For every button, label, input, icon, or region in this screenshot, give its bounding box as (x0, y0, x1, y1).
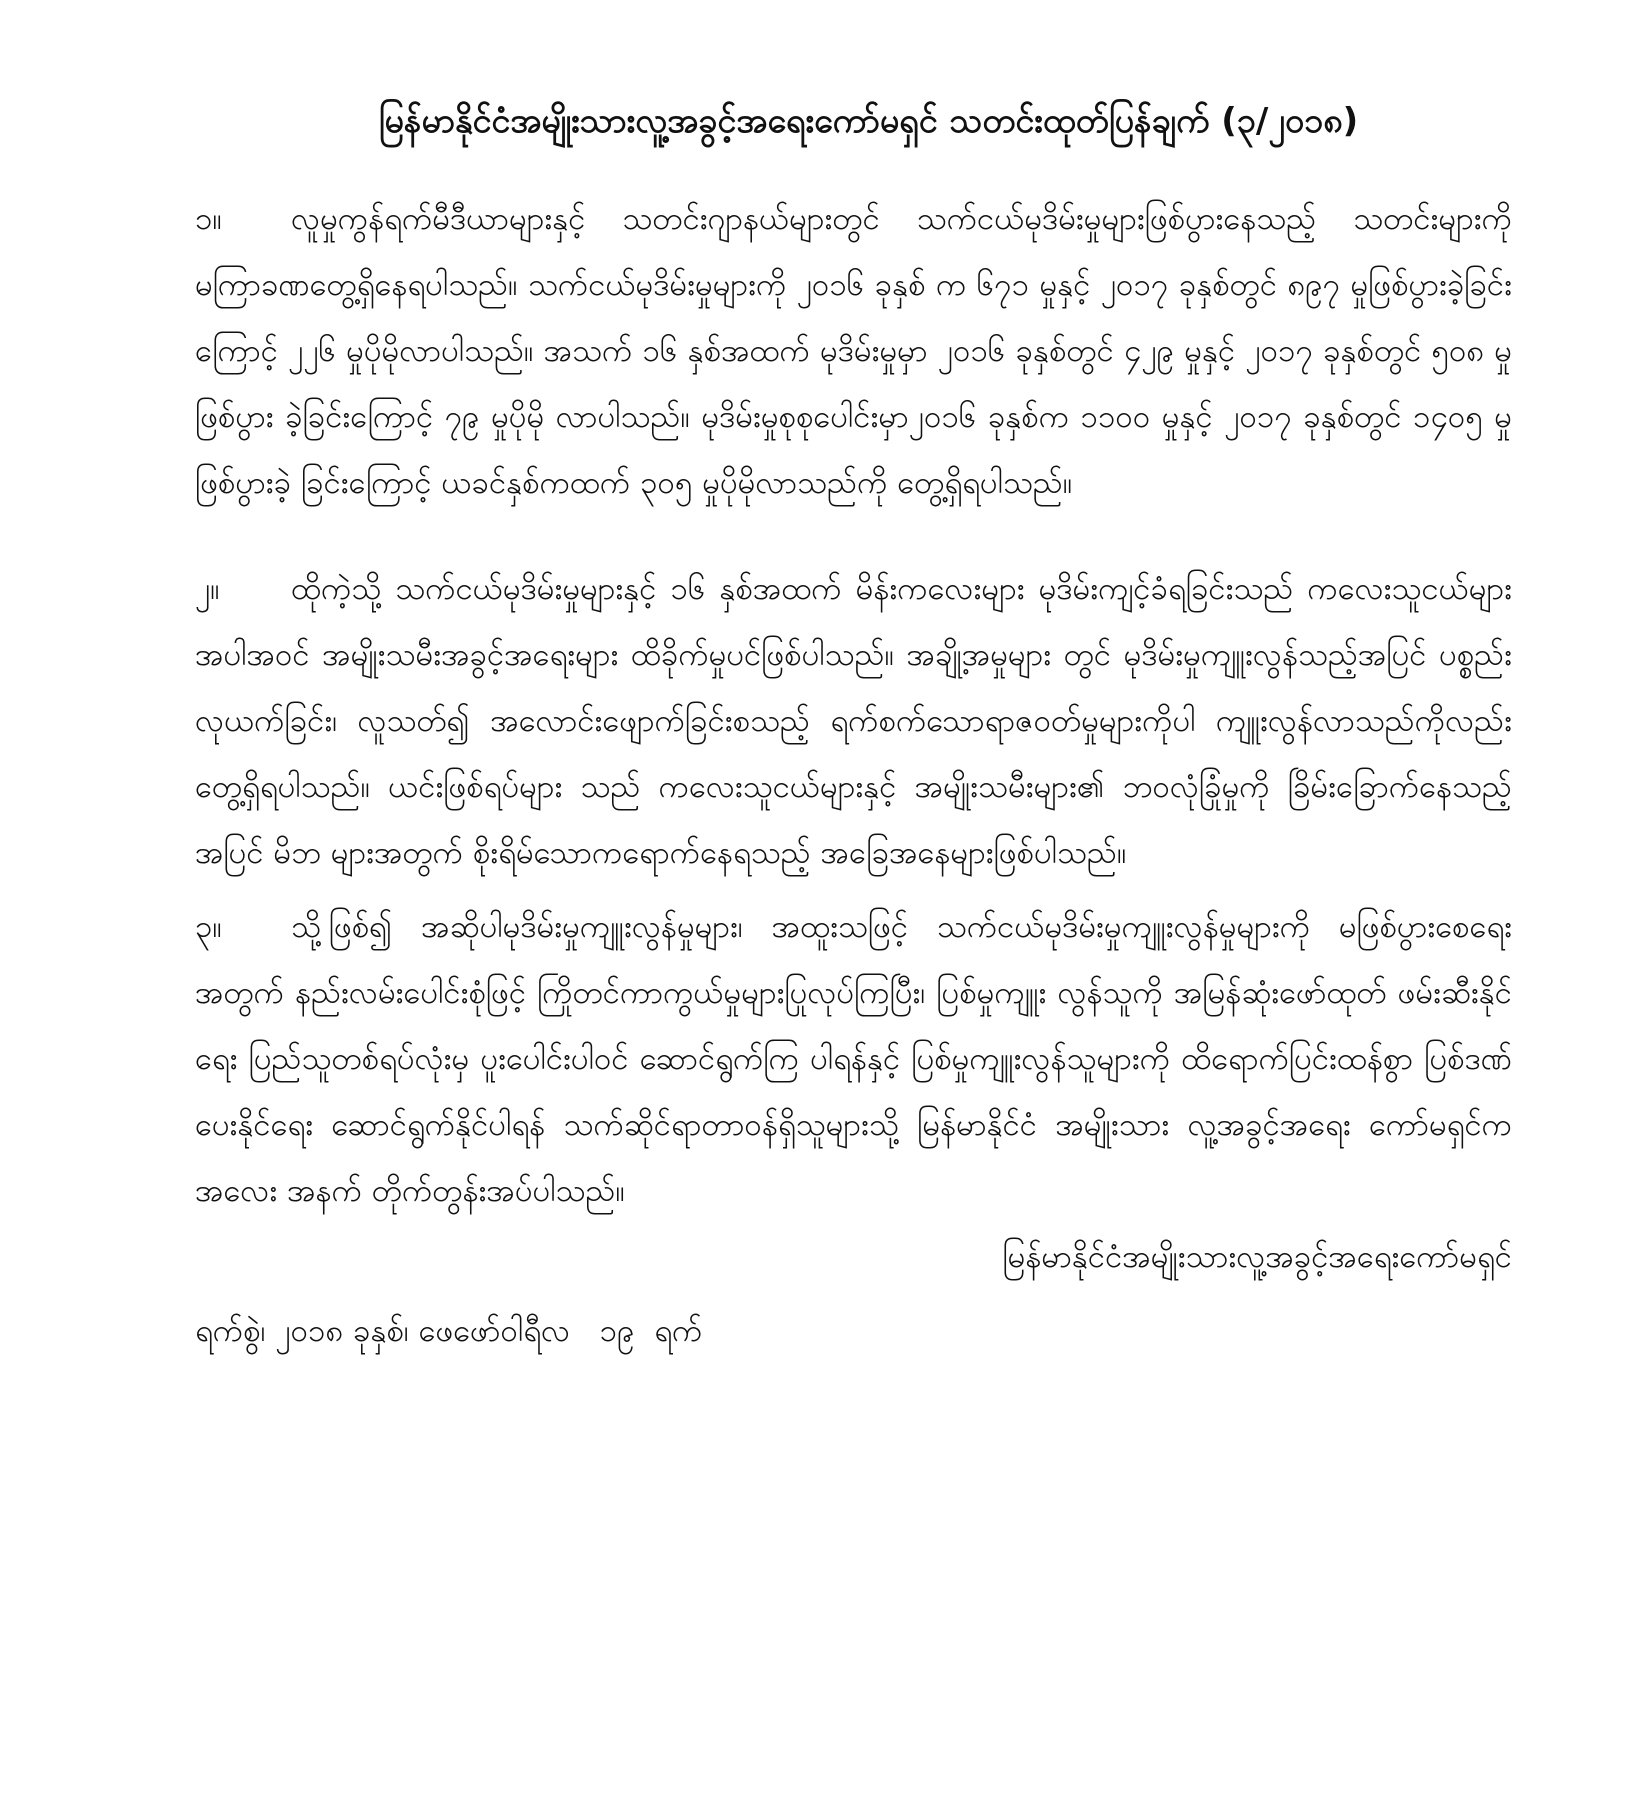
page-title: မြန်မာနိုင်ငံအမျိုးသားလူ့အခွင့်အရေးကော်မရှင် သတင်းထုတ်ပြန်ချက် (၃/၂၀၁၈) (378, 101, 1359, 141)
paragraph-3 (195, 894, 1512, 1224)
paragraph-number: ၁။ (195, 201, 222, 237)
date-value: ၂၀၁၈ ခုနှစ်၊ ဖေဖော်ဝါရီလ ၁၉ ရက် (275, 1313, 703, 1349)
paragraph-number: ၃။ (195, 909, 222, 945)
paragraph-text: သို့ဖြစ်၍ အဆိုပါမုဒိမ်းမှုကျူးလွန်မှုများ၊ အထူးသဖြင့် သက်ငယ်မုဒိမ်းမှုကျူးလွန်မှုများကို မဖြစ်ပွားစေရေးအတွက် နည်းလမ်းပေါင်းစုံဖြင့် ကြိုတင်ကာကွယ်မှုများပြုလုပ်ကြပြီး၊ ပြစ်မှုကျူး လွန်သူကို အမြန်ဆုံးဖော်ထုတ် ဖမ်းဆီးနိုင်ရေး ပြည်သူတစ်ရပ်လုံးမှ ပူးပေါင်းပါဝင် ဆောင်ရွက်ကြ ပါရန်နှင့် ပြစ်မှုကျူးလွန်သူများကို ထိရောက်ပြင်းထန်စွာ ပြစ်ဒဏ်ပေးနိုင်ရေး ဆောင်ရွက်နိုင်ပါရန် သက်ဆိုင်ရာတာဝန်ရှိသူများသို့ မြန်မာနိုင်ငံ အမျိုးသား လူ့အခွင့်အရေး ကော်မရှင်က အလေး အနက် တိုက်တွန်းအပ်ပါသည်။ (195, 909, 1512, 1209)
paragraph-number: ၂။ (195, 571, 220, 607)
paragraph-text: လူမှုကွန်ရက်မီဒီယာများနှင့် သတင်းဂျာနယ်များတွင် သက်ငယ်မုဒိမ်းမှုများဖြစ်ပွားနေသည့် သတင်းများကို မကြာခဏတွေ့ရှိနေရပါသည်။ သက်ငယ်မုဒိမ်းမှုများကို ၂၀၁၆ ခုနှစ် က ၆၇၁ မှုနှင့် ၂၀၁၇ ခုနှစ်တွင် ၈၉၇ မှုဖြစ်ပွားခဲ့ခြင်းကြောင့် ၂၂၆ မှုပိုမိုလာပါသည်။ အသက် ၁၆ နှစ်အထက် မုဒိမ်းမှုမှာ ၂၀၁၆ ခုနှစ်တွင် ၄၂၉ မှုနှင့် ၂၀၁၇ ခုနှစ်တွင် ၅၀၈ မှု ဖြစ်ပွား ခဲ့ခြင်းကြောင့် ၇၉ မှုပိုမို လာပါသည်။ မုဒိမ်းမှုစုစုပေါင်းမှာ၂၀၁၆ ခုနှစ်က ၁၁၀၀ မှုနှင့် ၂၀၁၇ ခုနှစ်တွင် ၁၄၀၅ မှုဖြစ်ပွားခဲ့ ခြင်းကြောင့် ယခင်နှစ်ကထက် ၃၀၅ မှုပိုမိုလာသည်ကို တွေ့ရှိရပါသည်။ (195, 201, 1512, 501)
date-label: ရက်စွဲ၊ (195, 1313, 266, 1349)
paragraph-2 (195, 556, 1512, 886)
paragraph-text: ထိုကဲ့သို့ သက်ငယ်မုဒိမ်းမှုများနှင့် ၁၆ နှစ်အထက် မိန်းကလေးများ မုဒိမ်းကျင့်ခံရခြင်းသည် ကလေးသူငယ်များအပါအဝင် အမျိုးသမီးအခွင့်အရေးများ ထိခိုက်မှုပင်ဖြစ်ပါသည်။ အချို့အမှုများ တွင် မုဒိမ်းမှုကျူးလွန်သည့်အပြင် ပစ္စည်းလုယက်ခြင်း၊ လူသတ်၍ အလောင်းဖျောက်ခြင်းစသည့် ရက်စက်သောရာဇဝတ်မှုများကိုပါ ကျူးလွန်လာသည်ကိုလည်း တွေ့ရှိရပါသည်။ ယင်းဖြစ်ရပ်များ သည် ကလေးသူငယ်များနှင့် အမျိုးသမီးများ၏ ဘဝလုံခြုံမှုကို ခြိမ်းခြောက်နေသည့်အပြင် မိဘ များအတွက် စိုးရိမ်သောကရောက်နေရသည့် အခြေအနေများဖြစ်ပါသည်။ (195, 571, 1512, 871)
date-line (195, 1298, 1512, 1364)
signature: မြန်မာနိုင်ငံအမျိုးသားလူ့အခွင့်အရေးကော်မရှင် (1002, 1239, 1512, 1275)
paragraph-1 (195, 186, 1512, 516)
